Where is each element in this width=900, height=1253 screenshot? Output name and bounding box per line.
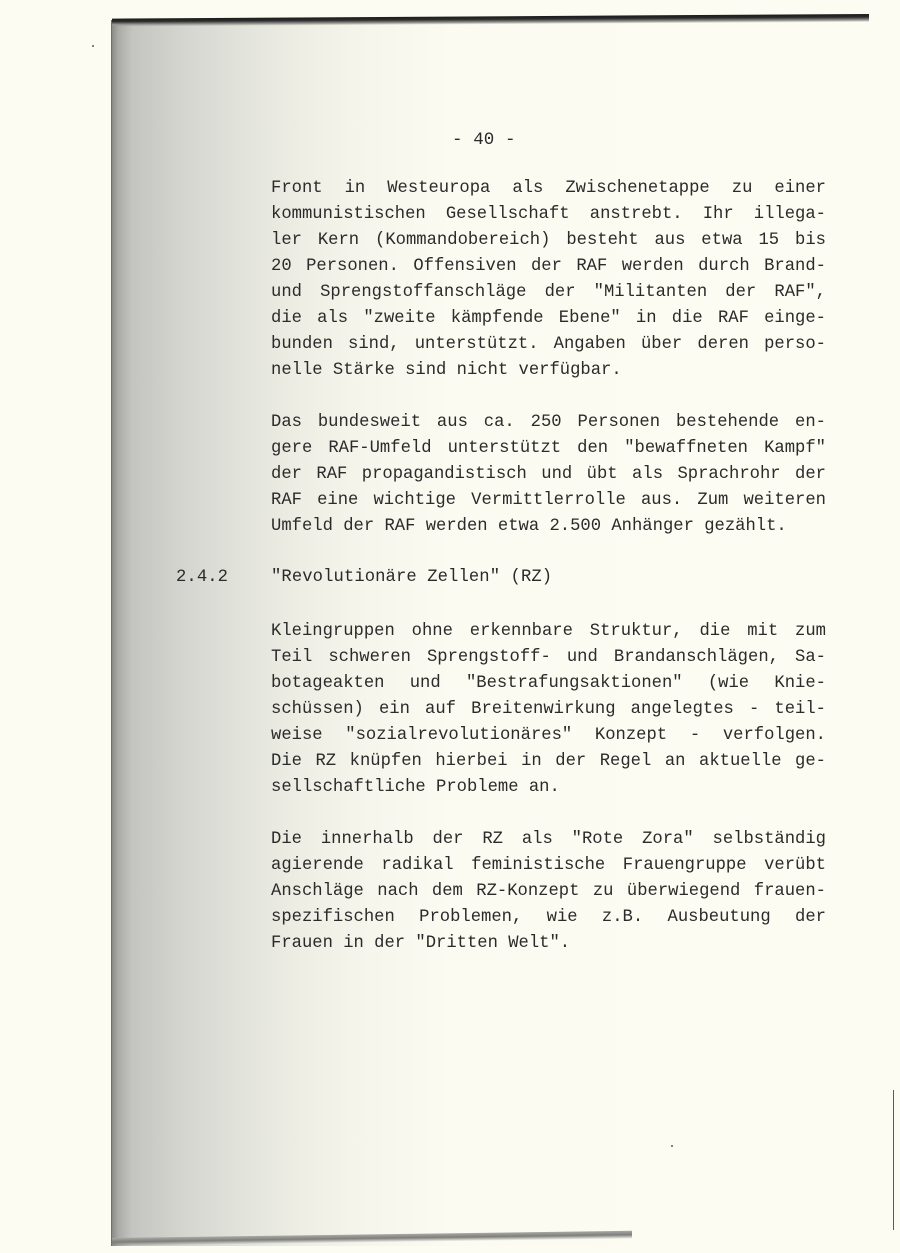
text-line: schüssen) ein auf Breitenwirkung angelegtes - teil-: [271, 700, 826, 719]
text-line: Teil schweren Sprengstoff- und Brandanschlägen, Sa-: [271, 648, 826, 667]
scan-speck: [92, 45, 94, 47]
text-line: der RAF propagandistisch und übt als Sprachrohr der: [271, 465, 826, 484]
text-line: Umfeld der RAF werden etwa 2.500 Anhänger gezählt.: [271, 517, 787, 536]
text-line: RAF eine wichtige Vermittlerrolle aus. Zum weiteren: [271, 491, 826, 510]
page-right-edge: [893, 1090, 894, 1230]
text-line: Anschläge nach dem RZ-Konzept zu überwiegend frauen-: [271, 882, 826, 901]
page-number: - 40 -: [452, 130, 516, 150]
text-line: Front in Westeuropa als Zwischenetappe zu einer: [271, 179, 826, 198]
text-line: weise "sozialrevolutionäres" Konzept - verfolgen.: [271, 726, 826, 745]
text-line: und Sprengstoffanschläge der "Militanten der RAF",: [271, 283, 826, 302]
scan-speck: [671, 1145, 673, 1147]
text-line: Frauen in der "Dritten Welt".: [271, 934, 571, 953]
text-line: ler Kern (Kommandobereich) besteht aus etwa 15 bis: [271, 231, 826, 250]
paragraph-raf-umfeld: [271, 410, 826, 540]
text-line: Die innerhalb der RZ als "Rote Zora" selbständig: [271, 830, 826, 849]
text-line: sellschaftliche Probleme an.: [271, 778, 560, 797]
text-line: agierende radikal feministische Frauengruppe verübt: [271, 856, 826, 875]
text-line: kommunistischen Gesellschaft anstrebt. Ihr illega-: [271, 205, 826, 224]
paragraph-raf-structure: [271, 176, 826, 384]
paragraph-rote-zora: [271, 827, 826, 957]
text-line: die als "zweite kämpfende Ebene" in die RAF einge-: [271, 309, 826, 328]
text-line: Das bundesweit aus ca. 250 Personen bestehende en-: [271, 413, 826, 432]
text-line: Die RZ knüpfen hierbei in der Regel an aktuelle ge-: [271, 752, 826, 771]
text-line: nelle Stärke sind nicht verfügbar.: [271, 361, 622, 380]
text-line: Kleingruppen ohne erkennbare Struktur, die mit zum: [271, 622, 826, 641]
text-line: 20 Personen. Offensiven der RAF werden durch Brand-: [271, 257, 826, 276]
text-line: bunden sind, unterstützt. Angaben über deren perso-: [271, 335, 826, 354]
section-title: "Revolutionäre Zellen" (RZ): [271, 568, 553, 587]
paragraph-rz-description: [271, 619, 826, 801]
text-line: spezifischen Problemen, wie z.B. Ausbeutung der: [271, 908, 826, 927]
section-number: 2.4.2: [176, 568, 229, 587]
text-line: botageakten und "Bestrafungsaktionen" (wie Knie-: [271, 674, 826, 693]
text-line: gere RAF-Umfeld unterstützt den "bewaffneten Kampf": [271, 439, 826, 458]
